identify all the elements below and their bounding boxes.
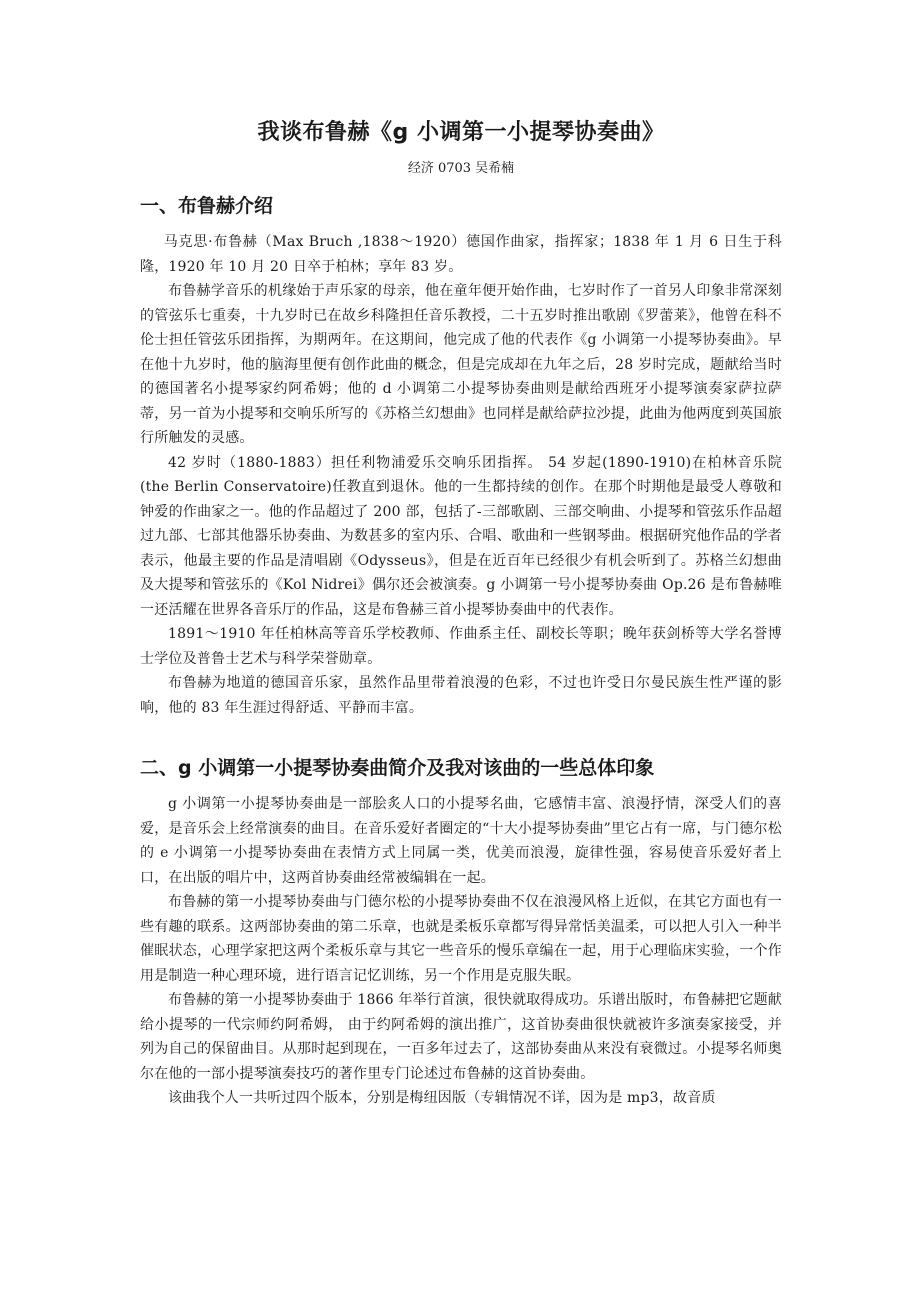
section2-paragraph: 该曲我个人一共听过四个版本，分别是梅纽因版（专辑情况不详，因为是 mp3，故音质 <box>168 1090 716 1106</box>
section1-paragraph: 1891～1910 年任柏林高等音乐学校教师、作曲系主任、副校长等职；晚年获剑桥等大学名誉博士学位及普鲁士艺术与科学荣誉勋章。 <box>140 626 782 667</box>
section1-paragraph: 布鲁赫学音乐的机缘始于声乐家的母亲，他在童年便开始作曲，七岁时作了一首另人印象非常深刻的管弦乐七重奏，十九岁时已在故乡科隆担任音乐教授，二十五岁时推出歌剧《罗蕾莱》，他曾在科不伦士担任管弦乐团指挥，为期两年。在这期间，他完成了他的代表作《g 小调第一小提琴协奏曲》。早在他十九岁时，他的脑海里便有创作此曲的概念，但是完成却在九年之后，28 岁时完成，题献给当时的德国著名小提琴家约阿希姆；他的 d 小调第二小提琴协奏曲则是献给西班牙小提琴演奏家萨拉萨蒂，另一首为小提琴和交响乐所写的《苏格兰幻想曲》也同样是献给萨拉沙提，此曲为他两度到英国旅行所触发的灵感。 <box>140 283 782 446</box>
section1-paragraph: 42 岁时（1880-1883）担任利物浦爱乐交响乐团指挥。 54 岁起(1890-1910)在柏林音乐院(the Berlin Conservatoire)任教直到退休。他的一生都持续的创作。在那个时期他是最受人尊敬和钟爱的作曲家之一。他的作品超过了 200 部，包括了-三部歌剧、三部交响曲、小提琴和管弦乐作品超过九部、七部其他器乐协奏曲、为数甚多的室内乐、合唱、歌曲和一些钢琴曲。根据研究他作品的学者表示，他最主要的作品是清唱剧《Odysseus》，但是在近百年已经很少有机会听到了。苏格兰幻想曲及大提琴和管弦乐的《Kol Nidrei》偶尔还会被演奏。g 小调第一号小提琴协奏曲 Op.26 是布鲁赫唯一还活耀在世界各音乐厅的作品，这是布鲁赫三首小提琴协奏曲中的代表作。 <box>140 454 782 618</box>
document-title: 我谈布鲁赫《g 小调第一小提琴协奏曲》 <box>257 120 665 145</box>
section1-paragraph: 布鲁赫为地道的德国音乐家，虽然作品里带着浪漫的色彩，不过也许受日尔曼民族生性严谨的影响，他的 83 年生涯过得舒适、平静而丰富。 <box>140 675 782 716</box>
section-heading-2: 二、g 小调第一小提琴协奏曲简介及我对该曲的一些总体印象 <box>140 757 655 779</box>
section-heading-1: 一、布鲁赫介绍 <box>140 195 274 217</box>
section1-paragraph: 马克思·布鲁赫（Max Bruch ,1838～1920）德国作曲家，指挥家；1838 年 1 月 6 日生于科隆，1920 年 10 月 20 日卒于柏林；享年 83 岁。 <box>140 234 782 275</box>
section2-paragraph: 布鲁赫的第一小提琴协奏曲与门德尔松的小提琴协奏曲不仅在浪漫风格上近似，在其它方面也有一些有趣的联系。这两部协奏曲的第二乐章，也就是柔板乐章都写得异常恬美温柔，可以把人引入一种半催眠状态，心理学家把这两个柔板乐章与其它一些音乐的慢乐章编在一起，用于心理临床实验，一个作用是制造一种心理环境，进行语言记忆训练，另一个作用是克服失眠。 <box>140 894 782 984</box>
section2-paragraph: 布鲁赫的第一小提琴协奏曲于 1866 年举行首演，很快就取得成功。乐谱出版时，布鲁赫把它题献给小提琴的一代宗师约阿希姆， 由于约阿希姆的演出推广，这首协奏曲很快就被许多演奏家接受，并列为自己的保留曲目。从那时起到现在，一百多年过去了，这部协奏曲从来没有衰微过。小提琴名师奥尔在他的一部小提琴演奏技巧的著作里专门论述过布鲁赫的这首协奏曲。 <box>140 992 782 1082</box>
section2-paragraph: g 小调第一小提琴协奏曲是一部脍炙人口的小提琴名曲，它感情丰富、浪漫抒情，深受人们的喜爱，是音乐会上经常演奏的曲目。在音乐爱好者圈定的“十大小提琴协奏曲”里它占有一席，与门德尔松的 e 小调第一小提琴协奏曲在表情方式上同属一类，优美而浪漫，旋律性强，容易使音乐爱好者上口，在出版的唱片中，这两首协奏曲经常被编辑在一起。 <box>140 796 782 886</box>
author-line: 经济 0703 吴希楠 <box>407 161 515 176</box>
